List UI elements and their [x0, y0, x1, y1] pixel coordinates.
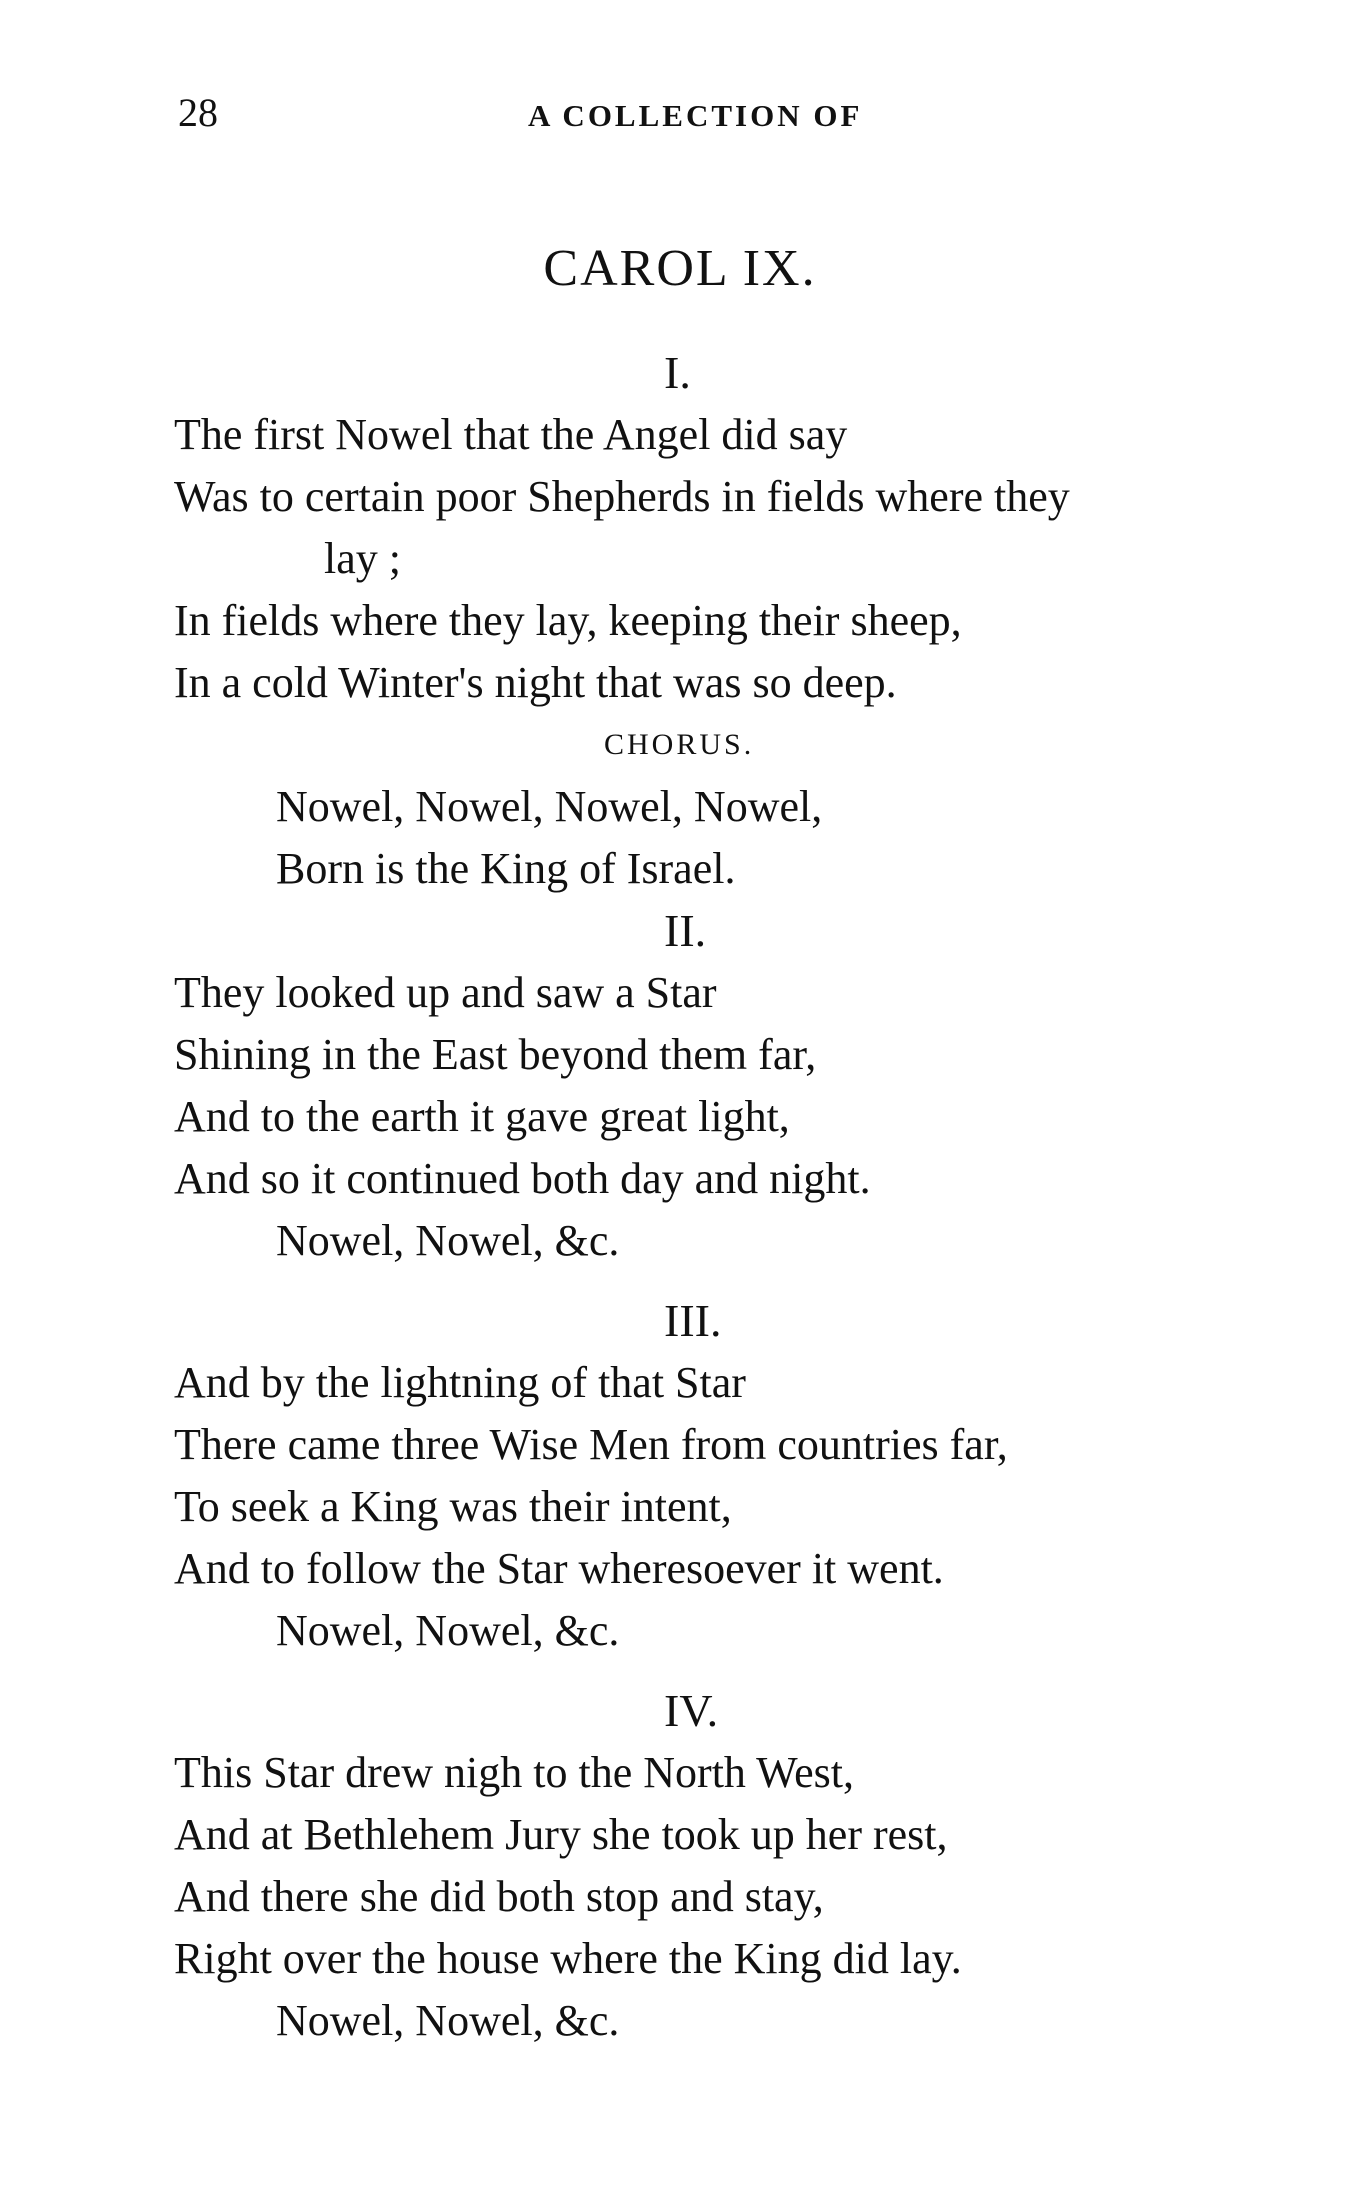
- verse-line: In fields where they lay, keeping their sheep,: [174, 596, 962, 645]
- carol-title: CAROL IX.: [543, 240, 817, 297]
- verse-line: There came three Wise Men from countries far,: [174, 1420, 1008, 1469]
- verse-line: And there she did both stop and stay,: [174, 1872, 824, 1921]
- running-head: A COLLECTION OF: [528, 98, 863, 133]
- refrain-line: Nowel, Nowel, &c.: [276, 1606, 620, 1655]
- verse-line-continuation: lay ;: [324, 534, 401, 583]
- verse-line: And so it continued both day and night.: [174, 1154, 871, 1203]
- stanza-numeral-4: IV.: [664, 1685, 719, 1736]
- stanza-numeral-2: II.: [664, 905, 707, 956]
- verse-line: And at Bethlehem Jury she took up her rest,: [174, 1810, 948, 1859]
- verse-line: Was to certain poor Shepherds in fields where they: [174, 472, 1070, 521]
- refrain-line: Nowel, Nowel, &c.: [276, 1996, 620, 2045]
- refrain-line: Nowel, Nowel, &c.: [276, 1216, 620, 1265]
- stanza-numeral-3: III.: [664, 1295, 722, 1346]
- verse-line: And to the earth it gave great light,: [174, 1092, 790, 1141]
- chorus-line: Nowel, Nowel, Nowel, Nowel,: [276, 782, 823, 831]
- verse-line: The first Nowel that the Angel did say: [174, 410, 848, 459]
- verse-line: And to follow the Star wheresoever it went.: [174, 1544, 944, 1593]
- verse-line: To seek a King was their intent,: [174, 1482, 732, 1531]
- verse-line: In a cold Winter's night that was so deep.: [174, 658, 897, 707]
- chorus-line: Born is the King of Israel.: [276, 844, 736, 893]
- chorus-label: CHORUS.: [604, 728, 755, 761]
- verse-line: Shining in the East beyond them far,: [174, 1030, 817, 1079]
- page-header: [0, 88, 1360, 138]
- verse-line: This Star drew nigh to the North West,: [174, 1748, 855, 1797]
- stanza-gap: [174, 1272, 1324, 1290]
- stanza-numeral-1: I.: [664, 347, 691, 398]
- verse-line: They looked up and saw a Star: [174, 968, 717, 1017]
- verse-line: Right over the house where the King did lay.: [174, 1934, 962, 1983]
- verse-line: And by the lightning of that Star: [174, 1358, 746, 1407]
- carol-text: [174, 342, 1324, 2052]
- page-number: 28: [178, 90, 218, 135]
- stanza-gap: [174, 1662, 1324, 1680]
